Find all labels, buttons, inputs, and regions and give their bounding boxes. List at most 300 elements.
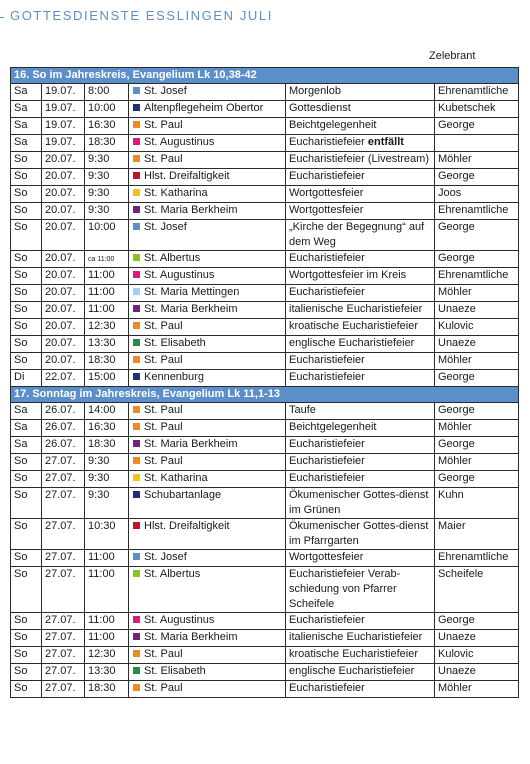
service-text: Ökumenischer Gottes-dienst im Grünen [289,489,429,516]
location-color-marker [133,254,140,261]
service-cell [286,403,435,420]
time-text: 13:30 [88,665,116,677]
time-cell [85,319,129,336]
place-name: St. Maria Berkheim [144,303,238,315]
celebrant-cell: George [435,169,519,186]
place-cell [129,84,286,101]
section-header [11,387,519,403]
page-title: GOTTESDIENSTE ESSLINGEN JULI [10,8,273,23]
location-color-marker [133,440,140,447]
service-text: Eucharistiefeier (Livestream) [289,153,429,165]
day-cell: So [11,319,42,336]
celebrant-cell: Kulovic [435,319,519,336]
service-cell [286,302,435,319]
place-cell [129,169,286,186]
place-cell [129,370,286,387]
date-cell: 22.07. [42,370,85,387]
time-cell [85,285,129,302]
time-cell [85,664,129,681]
table-row [11,203,519,220]
time-cell [85,84,129,101]
time-text: 11:00 [88,568,115,580]
time-text: 9:30 [88,187,110,199]
place-name: St. Paul [144,404,183,416]
place-cell [129,220,286,251]
day-cell: Sa [11,118,42,135]
place-name: Hlst. Dreifaltigkeit [144,170,230,182]
place-name: St. Josef [144,221,187,233]
celebrant-cell: Ehrenamtliche [435,84,519,101]
time-cell [85,471,129,488]
service-text: Eucharistiefeier [289,682,365,694]
time-cell [85,454,129,471]
location-color-marker [133,104,140,111]
table-row [11,664,519,681]
location-color-marker [133,288,140,295]
table-row [11,220,519,251]
service-cell [286,353,435,370]
date-cell: 27.07. [42,681,85,698]
place-cell [129,118,286,135]
place-cell [129,681,286,698]
celebrant-cell: George [435,403,519,420]
service-cell [286,251,435,268]
celebrant-cell: Ehrenamtliche [435,550,519,567]
service-text: Gottesdienst [289,102,351,114]
place-name: St. Augustinus [144,136,215,148]
day-cell: Sa [11,420,42,437]
place-name: St. Katharina [144,187,208,199]
table-row [11,630,519,647]
date-cell: 20.07. [42,319,85,336]
service-text: Eucharistiefeier [289,252,365,264]
location-color-marker [133,189,140,196]
section-header [11,68,519,84]
place-name: Altenpflegeheim Obertor [144,102,264,114]
date-cell: 20.07. [42,152,85,169]
time-cell [85,437,129,454]
time-text: 12:30 [88,320,116,332]
service-cell [286,647,435,664]
service-cell [286,471,435,488]
time-text: 18:30 [88,682,116,694]
location-color-marker [133,491,140,498]
place-cell [129,186,286,203]
table-row [11,488,519,519]
time-cell [85,403,129,420]
service-text: Eucharistiefeier [289,371,365,383]
celebrant-cell: Kulovic [435,647,519,664]
date-cell: 27.07. [42,519,85,550]
celebrant-cell: George [435,118,519,135]
service-cell [286,437,435,454]
time-cell [85,118,129,135]
time-cell [85,169,129,186]
table-row [11,118,519,135]
table-row [11,567,519,613]
date-cell: 26.07. [42,437,85,454]
date-cell: 27.07. [42,613,85,630]
service-cell [286,268,435,285]
time-cell [85,268,129,285]
location-color-marker [133,87,140,94]
place-cell [129,488,286,519]
celebrant-cell: Möhler [435,420,519,437]
table-row [11,370,519,387]
table-row [11,285,519,302]
date-cell: 27.07. [42,488,85,519]
time-text: 13:30 [88,337,116,349]
table-row [11,169,519,186]
date-cell: 19.07. [42,84,85,101]
place-name: St. Augustinus [144,269,215,281]
place-name: St. Paul [144,421,183,433]
service-cell [286,169,435,186]
table-row [11,135,519,152]
place-cell [129,471,286,488]
place-name: Schubartanlage [144,489,222,501]
place-name: St. Paul [144,153,183,165]
celebrant-cell: George [435,437,519,454]
service-text: kroatische Eucharistiefeier [289,320,419,332]
day-cell: So [11,268,42,285]
time-text: 18:30 [88,354,116,366]
place-cell [129,567,286,613]
service-cell [286,420,435,437]
location-color-marker [133,553,140,560]
table-row [11,336,519,353]
place-cell [129,420,286,437]
time-cell [85,370,129,387]
zelebrant-column-label: Zelebrant [429,50,476,62]
time-cell [85,135,129,152]
place-cell [129,268,286,285]
celebrant-cell: Ehrenamtliche [435,203,519,220]
time-text: ca 11:00 [88,256,115,263]
table-row [11,319,519,336]
service-text: Eucharistiefeier [289,136,365,148]
place-name: St. Paul [144,119,183,131]
celebrant-cell: Möhler [435,454,519,471]
service-text: Wortgottesfeier [289,204,364,216]
section-title: 17. Sonntag im Jahreskreis, Evangelium Lk 11,1-13 [11,387,519,403]
day-cell: So [11,353,42,370]
celebrant-cell: Möhler [435,681,519,698]
time-text: 11:00 [88,286,115,298]
service-text: englische Eucharistiefeier [289,665,415,677]
day-cell: So [11,613,42,630]
celebrant-cell: Unaeze [435,664,519,681]
service-cell [286,101,435,118]
service-text: Eucharistiefeier [289,354,365,366]
celebrant-cell: Ehrenamtliche [435,268,519,285]
service-cell [286,630,435,647]
place-cell [129,152,286,169]
day-cell: So [11,471,42,488]
day-cell: Di [11,370,42,387]
date-cell: 20.07. [42,302,85,319]
location-color-marker [133,474,140,481]
date-cell: 20.07. [42,203,85,220]
service-text: Morgenlob [289,85,341,97]
day-cell: So [11,336,42,353]
time-text: 9:30 [88,472,110,484]
celebrant-cell: Möhler [435,285,519,302]
date-cell: 20.07. [42,169,85,186]
place-cell [129,613,286,630]
location-color-marker [133,138,140,145]
date-cell: 27.07. [42,454,85,471]
date-cell: 20.07. [42,186,85,203]
place-cell [129,454,286,471]
place-name: St. Josef [144,551,187,563]
service-text: Wortgottesfeier [289,187,364,199]
section-title: 16. So im Jahreskreis, Evangelium Lk 10,38-42 [11,68,519,84]
day-cell: So [11,630,42,647]
time-text: 11:00 [88,269,115,281]
place-name: St. Paul [144,455,183,467]
place-name: St. Maria Berkheim [144,438,238,450]
service-cell [286,220,435,251]
celebrant-cell: Joos [435,186,519,203]
time-text: 11:00 [88,614,115,626]
location-color-marker [133,356,140,363]
time-cell [85,251,129,268]
place-name: Kennenburg [144,371,204,383]
date-cell: 19.07. [42,135,85,152]
service-text: Eucharistiefeier [289,614,365,626]
service-cell [286,336,435,353]
place-cell [129,550,286,567]
service-text: englische Eucharistiefeier [289,337,415,349]
table-row [11,420,519,437]
location-color-marker [133,172,140,179]
time-text: 11:00 [88,551,115,563]
date-cell: 20.07. [42,353,85,370]
place-name: St. Maria Berkheim [144,204,238,216]
service-text: italienische Eucharistiefeier [289,631,423,643]
time-text: 9:30 [88,204,110,216]
place-cell [129,319,286,336]
time-cell [85,152,129,169]
time-cell [85,353,129,370]
table-row [11,437,519,454]
service-cell [286,118,435,135]
place-name: St. Paul [144,648,183,660]
time-cell [85,101,129,118]
date-cell: 20.07. [42,268,85,285]
table-row [11,84,519,101]
time-text: 15:00 [88,371,116,383]
day-cell: Sa [11,135,42,152]
place-name: Hlst. Dreifaltigkeit [144,520,230,532]
service-text: Beichtgelegenheit [289,421,377,433]
service-text: Eucharistiefeier [289,170,365,182]
location-color-marker [133,423,140,430]
time-text: 16:30 [88,119,116,131]
celebrant-cell: Möhler [435,152,519,169]
time-cell [85,647,129,664]
date-cell: 26.07. [42,403,85,420]
day-cell: Sa [11,84,42,101]
service-cell [286,613,435,630]
place-cell [129,302,286,319]
table-row [11,101,519,118]
service-status: entfällt [367,136,404,148]
service-text: Eucharistiefeier [289,472,365,484]
time-text: 9:30 [88,455,110,467]
location-color-marker [133,650,140,657]
schedule-body [11,68,519,698]
place-name: St. Paul [144,320,183,332]
time-text: 9:30 [88,153,110,165]
location-color-marker [133,271,140,278]
service-cell [286,681,435,698]
day-cell: So [11,550,42,567]
place-name: St. Augustinus [144,614,215,626]
day-cell: Sa [11,101,42,118]
service-text: Eucharistiefeier [289,286,365,298]
table-row [11,471,519,488]
date-cell: 20.07. [42,251,85,268]
time-cell [85,420,129,437]
time-cell [85,519,129,550]
schedule-table [10,67,519,698]
time-text: 14:00 [88,404,116,416]
celebrant-cell: Kuhn [435,488,519,519]
place-cell [129,203,286,220]
service-text: Beichtgelegenheit [289,119,377,131]
day-cell: Sa [11,437,42,454]
location-color-marker [133,522,140,529]
time-text: 9:30 [88,489,110,501]
table-row [11,403,519,420]
location-color-marker [133,155,140,162]
celebrant-cell: George [435,251,519,268]
table-row [11,251,519,268]
location-color-marker [133,373,140,380]
location-color-marker [133,616,140,623]
place-cell [129,353,286,370]
service-cell [286,152,435,169]
date-cell: 19.07. [42,118,85,135]
place-name: St. Elisabeth [144,337,206,349]
time-cell [85,613,129,630]
service-cell [286,370,435,387]
celebrant-cell: Unaeze [435,630,519,647]
location-color-marker [133,633,140,640]
time-cell [85,220,129,251]
day-cell: So [11,488,42,519]
place-name: St. Elisabeth [144,665,206,677]
place-name: St. Albertus [144,568,201,580]
day-cell: So [11,664,42,681]
time-cell [85,567,129,613]
table-row [11,302,519,319]
time-text: 10:00 [88,221,116,233]
date-cell: 19.07. [42,101,85,118]
time-cell [85,186,129,203]
day-cell: So [11,454,42,471]
table-row [11,454,519,471]
place-name: St. Maria Berkheim [144,631,238,643]
service-cell [286,519,435,550]
service-cell [286,84,435,101]
place-cell [129,519,286,550]
service-cell [286,285,435,302]
time-cell [85,488,129,519]
place-cell [129,135,286,152]
day-cell: So [11,681,42,698]
place-cell [129,403,286,420]
date-cell: 27.07. [42,471,85,488]
service-text: „Kirche der Begegnung“ auf dem Weg [289,221,425,248]
service-text: kroatische Eucharistiefeier [289,648,419,660]
location-color-marker [133,121,140,128]
celebrant-cell: Scheifele [435,567,519,613]
header-accent-line [0,17,4,18]
date-cell: 27.07. [42,550,85,567]
time-text: 9:30 [88,170,110,182]
place-name: St. Katharina [144,472,208,484]
date-cell: 27.07. [42,567,85,613]
date-cell: 26.07. [42,420,85,437]
celebrant-cell: Unaeze [435,336,519,353]
time-text: 16:30 [88,421,116,433]
date-cell: 27.07. [42,647,85,664]
time-text: 11:00 [88,303,115,315]
place-name: St. Maria Mettingen [144,286,240,298]
service-text: Eucharistiefeier Verab-schiedung von Pfarrer Scheifele [289,568,401,610]
table-row [11,647,519,664]
place-name: St. Josef [144,85,187,97]
table-row [11,519,519,550]
day-cell: So [11,186,42,203]
place-cell [129,285,286,302]
place-name: St. Paul [144,354,183,366]
place-cell [129,336,286,353]
service-text: Taufe [289,404,316,416]
time-cell [85,630,129,647]
service-cell [286,664,435,681]
celebrant-cell: Möhler [435,353,519,370]
celebrant-cell: George [435,613,519,630]
place-cell [129,437,286,454]
date-cell: 20.07. [42,220,85,251]
day-cell: So [11,647,42,664]
table-row [11,681,519,698]
service-text: Ökumenischer Gottes-dienst im Pfarrgarten [289,520,429,547]
day-cell: So [11,251,42,268]
time-cell [85,336,129,353]
place-cell [129,664,286,681]
service-cell [286,203,435,220]
date-cell: 20.07. [42,285,85,302]
service-cell [286,319,435,336]
location-color-marker [133,667,140,674]
date-cell: 27.07. [42,630,85,647]
table-row [11,613,519,630]
service-cell [286,186,435,203]
location-color-marker [133,406,140,413]
table-row [11,550,519,567]
time-text: 10:00 [88,102,116,114]
location-color-marker [133,684,140,691]
table-row [11,152,519,169]
celebrant-cell: George [435,370,519,387]
celebrant-cell: Kubetschek [435,101,519,118]
day-cell: So [11,152,42,169]
